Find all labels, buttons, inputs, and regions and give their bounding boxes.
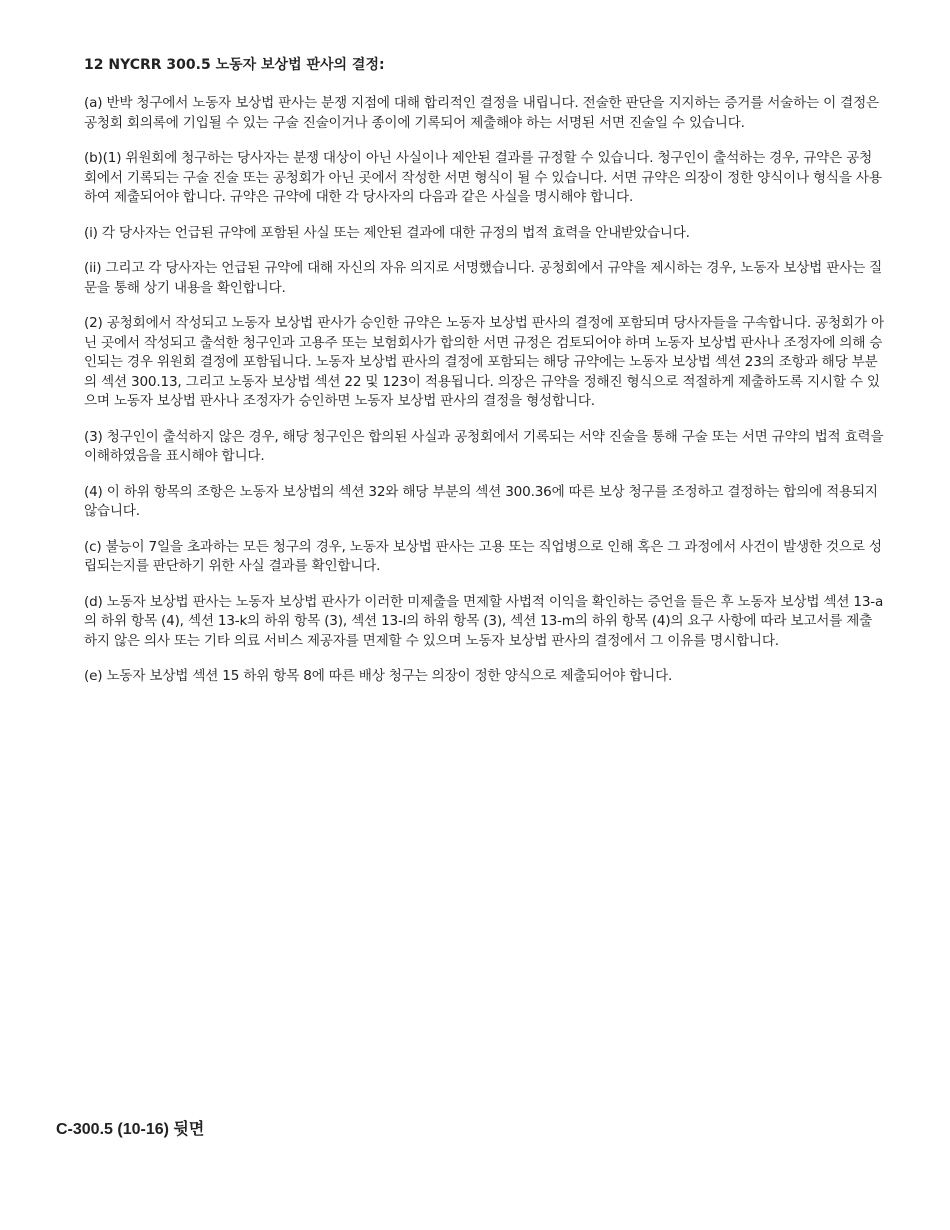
- document-body: [84, 55, 884, 703]
- document-title: 12 NYCRR 300.5 노동자 보상법 판사의 결정:: [84, 57, 385, 73]
- paragraph-b1: (b)(1) 위원회에 청구하는 당사자는 분쟁 대상이 아닌 사실이나 제안된 결과를 규정할 수 있습니다. 청구인이 출석하는 경우, 규약은 공청회에서 기록되는 구술 진술 또는 공청회가 아닌 곳에서 작성한 서면 형식이 될 수 있습니다. 서면 규약은 의장이 정한 양식이나 형식을 사용하여 제출되어야 합니다. 규약은 규약에 대한 각 당사자의 다음과 같은 사실을 명시해야 합니다.: [84, 150, 882, 205]
- paragraph-b4: (4) 이 하위 항목의 조항은 노동자 보상법의 섹션 32와 해당 부분의 섹션 300.36에 따른 보상 청구를 조정하고 결정하는 합의에 적용되지 않습니다.: [84, 483, 878, 519]
- paragraph-b1-ii: (ii) 그리고 각 당사자는 언급된 규약에 대해 자신의 자유 의지로 서명했습니다. 공청회에서 규약을 제시하는 경우, 노동자 보상법 판사는 질문을 통해 상기 내용을 확인합니다.: [84, 260, 883, 296]
- paragraph-d: (d) 노동자 보상법 판사는 노동자 보상법 판사가 이러한 미제출을 면제할 사법적 이익을 확인하는 증언을 들은 후 노동자 보상법 섹션 13-a의 하위 항목 (4), 섹션 13-k의 하위 항목 (3), 섹션 13-l의 하위 항목 (3), 섹션 13-m의 하위 항목 (4)의 요구 사항에 따라 보고서를 제출하지 않은 의사 또는 기타 의료 서비스 제공자를 면제할 수 있으며 노동자 보상법 판사의 결정에서 그 이유를 명시합니다.: [84, 593, 884, 649]
- paragraph-a: (a) 반박 청구에서 노동자 보상법 판사는 분쟁 지점에 대해 합리적인 결정을 내립니다. 전술한 판단을 지지하는 증거를 서술하는 이 결정은 공청회 회의록에 기입될 수 있는 구술 진술이거나 종이에 기록되어 제출해야 하는 서명된 서면 진술일 수 있습니다.: [84, 95, 879, 131]
- paragraph-c: (c) 불능이 7일을 초과하는 모든 청구의 경우, 노동자 보상법 판사는 고용 또는 직업병으로 인해 혹은 그 과정에서 사건이 발생한 것으로 성립되는지를 판단하기 위한 사실 결과를 확인합니다.: [84, 538, 882, 574]
- paragraph-b2: (2) 공청회에서 작성되고 노동자 보상법 판사가 승인한 규약은 노동자 보상법 판사의 결정에 포함되며 당사자들을 구속합니다. 공청회가 아닌 곳에서 작성되고 출석한 청구인과 고용주 또는 보험회사가 합의한 서면 규정은 검토되어야 하며 노동자 보상법 판사나 조정자에 의해 승인되는 경우 위원회 결정에 포함됩니다. 노동자 보상법 판사의 결정에 포함되는 해당 규약에는 노동자 보상법 섹션 23의 조항과 해당 부분의 섹션 300.13, 그리고 노동자 보상법 섹션 22 및 123이 적용됩니다. 의장은 규약을 정해진 형식으로 적절하게 제출하도록 지시할 수 있으며 노동자 보상법 판사나 조정자가 승인하면 노동자 보상법 판사의 결정을 형성합니다.: [84, 315, 884, 409]
- form-code: C-300.5 (10-16) 뒷면: [56, 1121, 205, 1138]
- paragraph-b1-i: (i) 각 당사자는 언급된 규약에 포함된 사실 또는 제안된 결과에 대한 규정의 법적 효력을 안내받았습니다.: [84, 224, 690, 241]
- paragraph-e: (e) 노동자 보상법 섹션 15 하위 항목 8에 따른 배상 청구는 의장이 정한 양식으로 제출되어야 합니다.: [84, 668, 673, 684]
- paragraph-b3: (3) 청구인이 출석하지 않은 경우, 해당 청구인은 합의된 사실과 공청회에서 기록되는 서약 진술을 통해 구술 또는 서면 규약의 법적 효력을 이해하였음을 표시해야 합니다.: [84, 428, 884, 464]
